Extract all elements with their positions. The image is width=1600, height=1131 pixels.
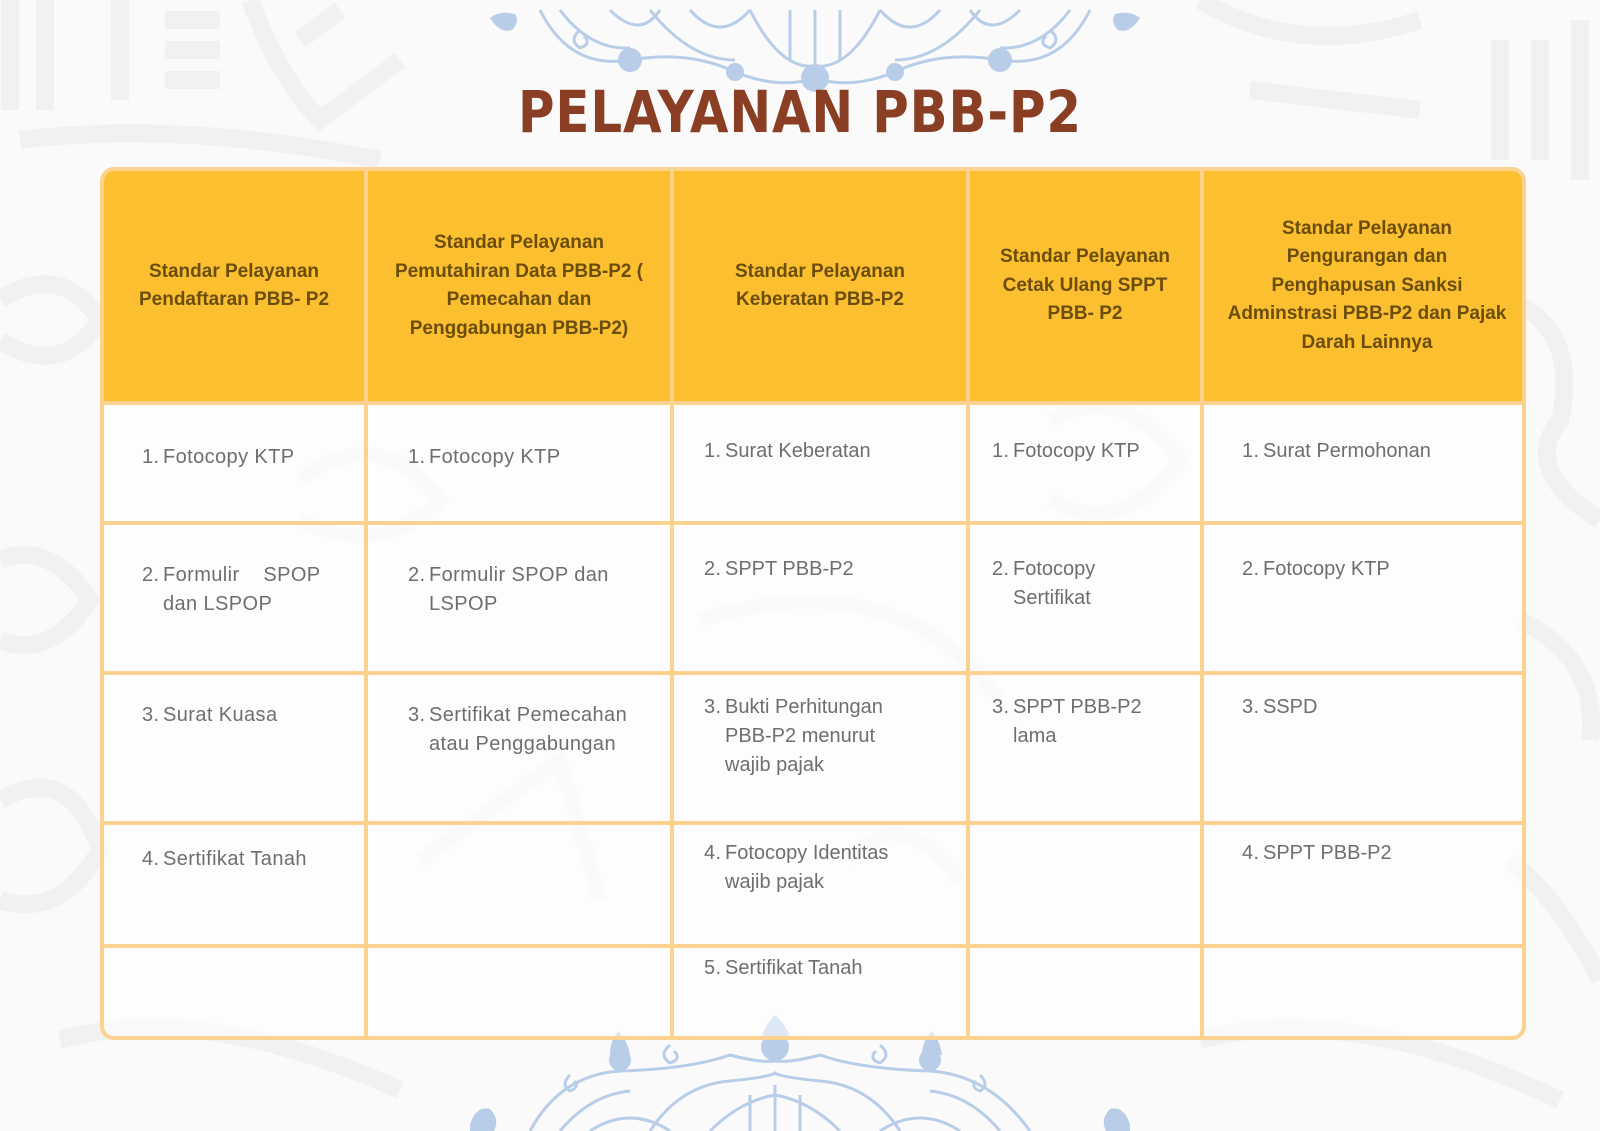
table-cell [366, 673, 672, 823]
table-cell [366, 823, 672, 946]
item-number: 2. [704, 557, 722, 580]
table-cell [1202, 946, 1526, 1036]
item-number: 3. [142, 703, 160, 726]
table-cell [366, 403, 672, 523]
table-cell [672, 523, 968, 673]
header-pendaftaran: Standar Pelayanan Pendaftaran PBB- P2 [104, 171, 366, 403]
item-text: Fotocopy KTP [1263, 557, 1390, 580]
item-number: 3. [992, 695, 1010, 718]
table-cell [672, 673, 968, 823]
table-cell [104, 946, 366, 1036]
table-cell [104, 403, 366, 523]
table-row [104, 946, 1526, 1036]
page-title: PELAYANAN PBB-P2 [518, 78, 1082, 146]
item-text: SPPT PBB-P2 lama [1013, 695, 1142, 747]
item-text: SSPD [1263, 695, 1318, 718]
item-text: Surat Permohonan [1263, 440, 1431, 462]
table-cell [1202, 403, 1526, 523]
item-text: Fotocopy Sertifikat [1013, 557, 1096, 609]
item-text: Bukti Perhitungan PBB-P2 menurut wajib pajak [725, 695, 883, 776]
requirements-table [104, 171, 1526, 1036]
table-cell [1202, 673, 1526, 823]
item-number: 2. [142, 563, 160, 586]
table-cell [366, 946, 672, 1036]
table-cell [968, 823, 1202, 946]
table-cell [104, 823, 366, 946]
item-number: 1. [704, 440, 722, 462]
item-number: 2. [1242, 557, 1260, 580]
table-row [104, 823, 1526, 946]
item-text: SPPT PBB-P2 [1263, 842, 1392, 865]
item-number: 5. [704, 956, 722, 979]
header-pengurangan-penghapusan-sanksi: Standar Pelayanan Pengurangan dan Penghapusan Sanksi Adminstrasi PBB-P2 dan Pajak Darah Lainnya [1202, 171, 1526, 403]
item-text: Fotocopy KTP [1013, 440, 1140, 462]
item-text: Sertifikat Tanah [163, 848, 307, 871]
item-number: 3. [704, 695, 722, 718]
item-text: Sertifikat Pemecahan atau Penggabungan [429, 703, 628, 755]
item-text: Sertifikat Tanah [725, 956, 863, 979]
item-number: 4. [142, 848, 160, 871]
table-row [104, 673, 1526, 823]
item-number: 2. [408, 563, 426, 586]
item-number: 3. [408, 703, 426, 726]
table-cell [672, 946, 968, 1036]
item-text: Fotocopy KTP [429, 446, 561, 468]
header-keberatan: Standar Pelayanan Keberatan PBB-P2 [672, 171, 968, 403]
item-text: Fotocopy Identitas wajib pajak [725, 842, 889, 894]
table-cell [968, 403, 1202, 523]
table-row [104, 403, 1526, 523]
table-cell [1202, 523, 1526, 673]
header-cetak-ulang-sppt: Standar Pelayanan Cetak Ulang SPPT PBB- P2 [968, 171, 1202, 403]
item-text: Formulir SPOP dan LSPOP [429, 563, 609, 615]
table-cell [104, 673, 366, 823]
header-pemutahiran-data: Standar Pelayanan Pemutahiran Data PBB-P2 ( Pemecahan dan Penggabungan PBB-P2) [366, 171, 672, 403]
table-header-row [104, 171, 1526, 403]
table-cell [672, 823, 968, 946]
item-text: Surat Keberatan [725, 440, 871, 462]
item-text: Fotocopy KTP [163, 446, 295, 468]
table-cell [366, 523, 672, 673]
table-cell [672, 403, 968, 523]
requirements-table-container [100, 167, 1526, 1040]
item-number: 2. [992, 557, 1010, 580]
table-cell [968, 523, 1202, 673]
item-number: 1. [1242, 440, 1260, 462]
item-text: Formulir SPOP dan LSPOP [163, 563, 327, 615]
item-number: 4. [704, 842, 722, 865]
item-text: SPPT PBB-P2 [725, 557, 854, 580]
item-number: 4. [1242, 842, 1260, 865]
item-number: 1. [408, 446, 426, 468]
table-cell [104, 523, 366, 673]
table-cell [968, 946, 1202, 1036]
item-text: Surat Kuasa [163, 703, 278, 726]
table-cell [968, 673, 1202, 823]
item-number: 3. [1242, 695, 1260, 718]
table-cell [1202, 823, 1526, 946]
item-number: 1. [142, 446, 160, 468]
table-row [104, 523, 1526, 673]
item-number: 1. [992, 440, 1010, 462]
